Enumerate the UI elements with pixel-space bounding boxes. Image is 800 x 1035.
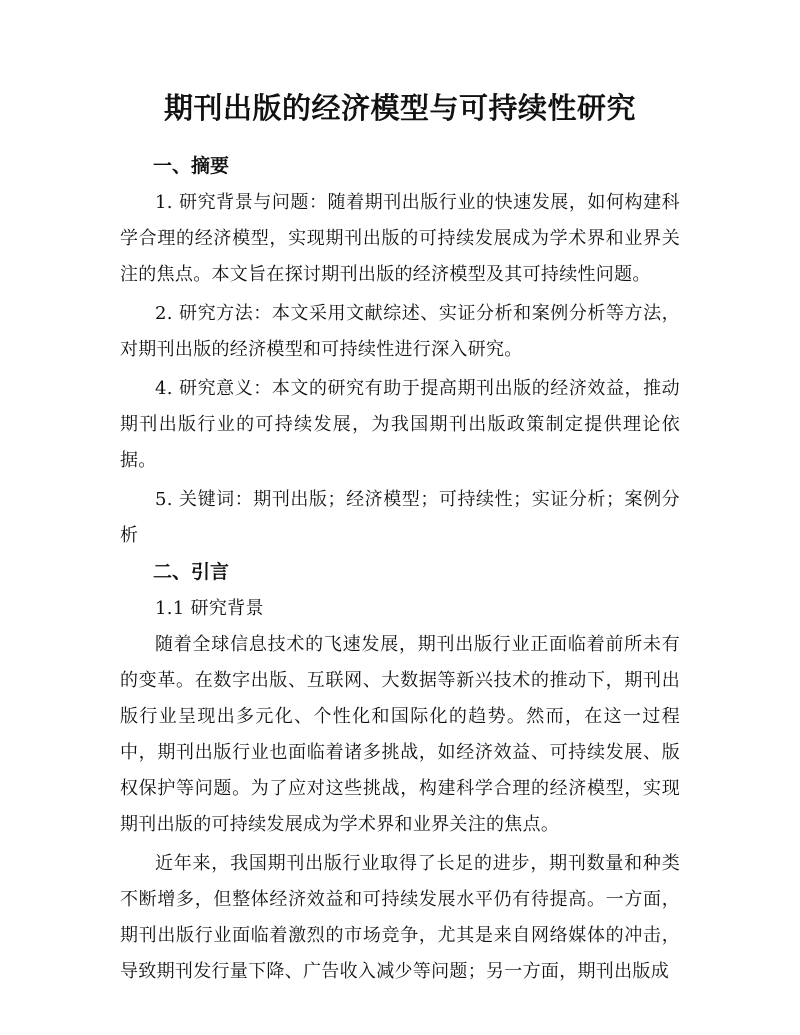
- section-heading-introduction: 二、引言: [153, 561, 230, 583]
- section-heading-abstract: 一、摘要: [153, 155, 230, 177]
- abstract-significance-paragraph: 4. 研究意义：本文的研究有助于提高期刊出版的经济效益，推动期刊出版行业的可持续发展，为我国期刊出版政策制定提供理论依据。: [120, 378, 680, 471]
- introduction-paragraph-2: 近年来，我国期刊出版行业取得了长足的进步，期刊数量和种类不断增多，但整体经济效益和可持续发展水平仍有待提高。一方面，期刊出版行业面临着激烈的市场竞争，尤其是来自网络媒体的冲击，导致期刊发行量下降、广告收入减少等问题；另一方面，期刊出版成: [120, 853, 680, 982]
- abstract-method-paragraph: 2. 研究方法：本文采用文献综述、实证分析和案例分析等方法，对期刊出版的经济模型和可持续性进行深入研究。: [120, 303, 680, 360]
- introduction-paragraph-1: 随着全球信息技术的飞速发展，期刊出版行业正面临着前所未有的变革。在数字出版、互联网、大数据等新兴技术的推动下，期刊出版行业呈现出多元化、个性化和国际化的趋势。然而，在这一过程中，期刊出版行业也面临着诸多挑战，如经济效益、可持续发展、版权保护等问题。为了应对这些挑战，构建科学合理的经济模型，实现期刊出版的可持续发展成为学术界和业界关注的焦点。: [120, 634, 680, 835]
- abstract-keywords-paragraph: 5. 关键词：期刊出版；经济模型；可持续性；实证分析；案例分析: [120, 489, 680, 546]
- document-title: 期刊出版的经济模型与可持续性研究: [163, 91, 636, 125]
- abstract-background-paragraph: 1. 研究背景与问题：随着期刊出版行业的快速发展，如何构建科学合理的经济模型，实现期刊出版的可持续发展成为学术界和业界关注的焦点。本文旨在探讨期刊出版的经济模型及其可持续性问题。: [120, 192, 680, 285]
- subsection-heading-background: 1.1 研究背景: [155, 598, 264, 619]
